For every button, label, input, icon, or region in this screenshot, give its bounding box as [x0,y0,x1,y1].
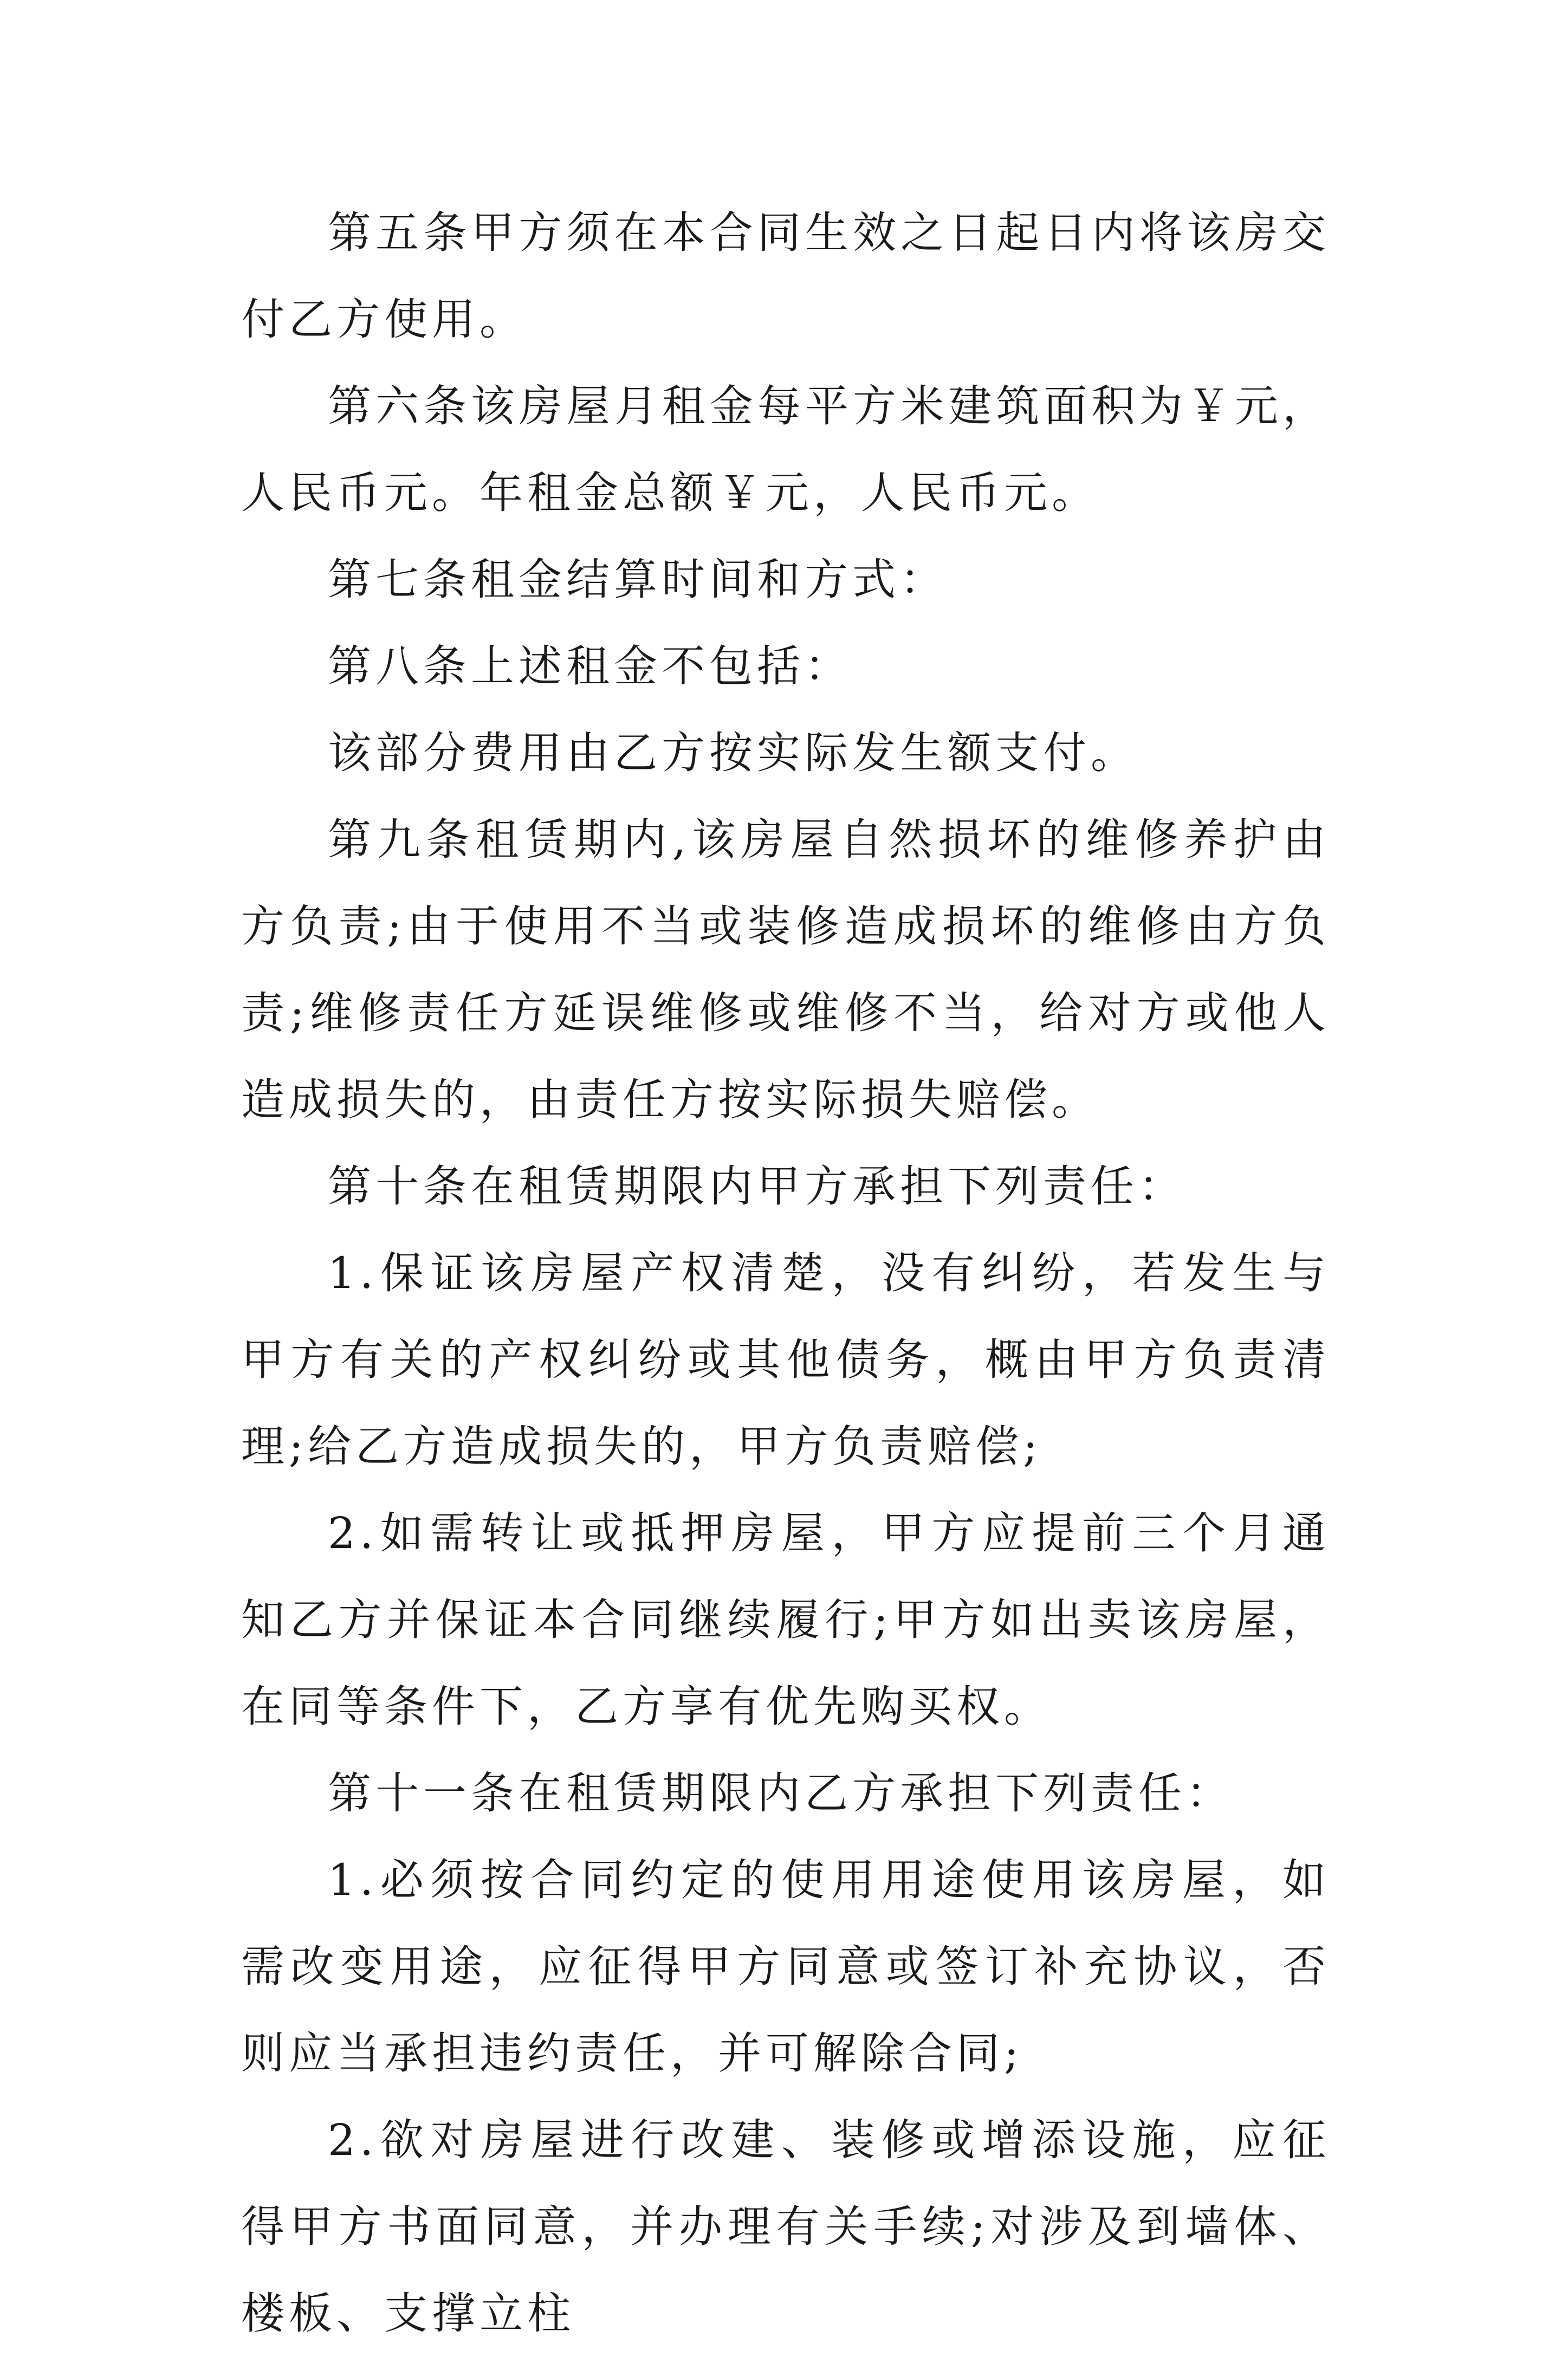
paragraph-article-6: 第六条该房屋月租金每平方米建筑面积为￥元，人民币元。年租金总额￥元，人民币元。 [241,381,1330,518]
paragraph-article-8-note: 该部分费用由乙方按实际发生额支付。 [328,728,1138,778]
paragraph-article-11-item-2: 2.欲对房屋进行改建、装修或增添设施，应征得甲方书面同意，并办理有关手续;对涉及到墙体、楼板、支撑立柱 [241,2115,1330,2339]
paragraph-article-11-item-1: 1.必须按合同约定的使用用途使用该房屋，如需改变用途，应征得甲方同意或签订补充协议，否则应当承担违约责任，并可解除合同; [241,1855,1330,2078]
paragraph-article-10-item-2: 2.如需转让或抵押房屋，甲方应提前三个月通知乙方并保证本合同继续履行;甲方如出卖该房屋，在同等条件下，乙方享有优先购买权。 [241,1508,1330,1732]
document-page [241,190,1330,2357]
paragraph-article-8: 第八条上述租金不包括： [328,641,852,691]
paragraph-article-9: 第九条租赁期内,该房屋自然损坏的维修养护由方负责;由于使用不当或装修造成损坏的维修由方负责;维修责任方延误维修或维修不当，给对方或他人造成损失的，由责任方按实际损失赔偿。 [241,814,1330,1125]
paragraph-article-10-item-1: 1.保证该房屋产权清楚，没有纠纷，若发生与甲方有关的产权纠纷或其他债务，概由甲方负责清理;给乙方造成损失的，甲方负责赔偿; [241,1248,1330,1472]
paragraph-article-10: 第十条在租赁期限内甲方承担下列责任： [328,1161,1186,1212]
paragraph-article-7: 第七条租金结算时间和方式： [328,554,948,605]
paragraph-article-5: 第五条甲方须在本合同生效之日起日内将该房交付乙方使用。 [241,208,1330,345]
paragraph-article-11: 第十一条在租赁期限内乙方承担下列责任： [328,1768,1234,1818]
